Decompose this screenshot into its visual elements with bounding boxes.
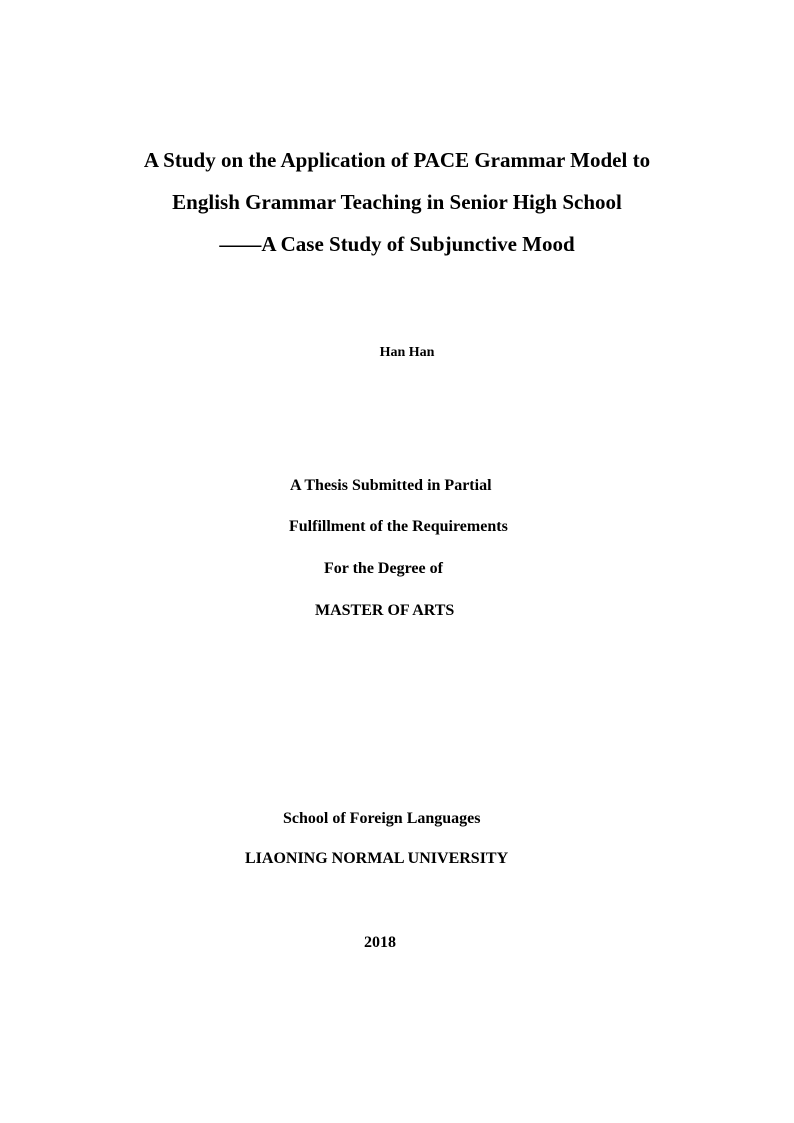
title-line-2: English Grammar Teaching in Senior High School (172, 190, 622, 214)
thesis-statement-line-1: A Thesis Submitted in Partial (290, 477, 492, 494)
university-name: LIAONING NORMAL UNIVERSITY (245, 850, 509, 867)
thesis-statement-line-2: Fulfillment of the Requirements (289, 518, 508, 535)
school-name: School of Foreign Languages (283, 810, 481, 827)
thesis-statement-line-3: For the Degree of (324, 560, 443, 577)
degree-name: MASTER OF ARTS (315, 602, 455, 619)
year: 2018 (364, 934, 396, 951)
title-line-3-subtitle: ——A Case Study of Subjunctive Mood (219, 232, 575, 256)
title-line-1: A Study on the Application of PACE Grammar Model to (143, 148, 651, 172)
author-name: Han Han (379, 345, 435, 360)
